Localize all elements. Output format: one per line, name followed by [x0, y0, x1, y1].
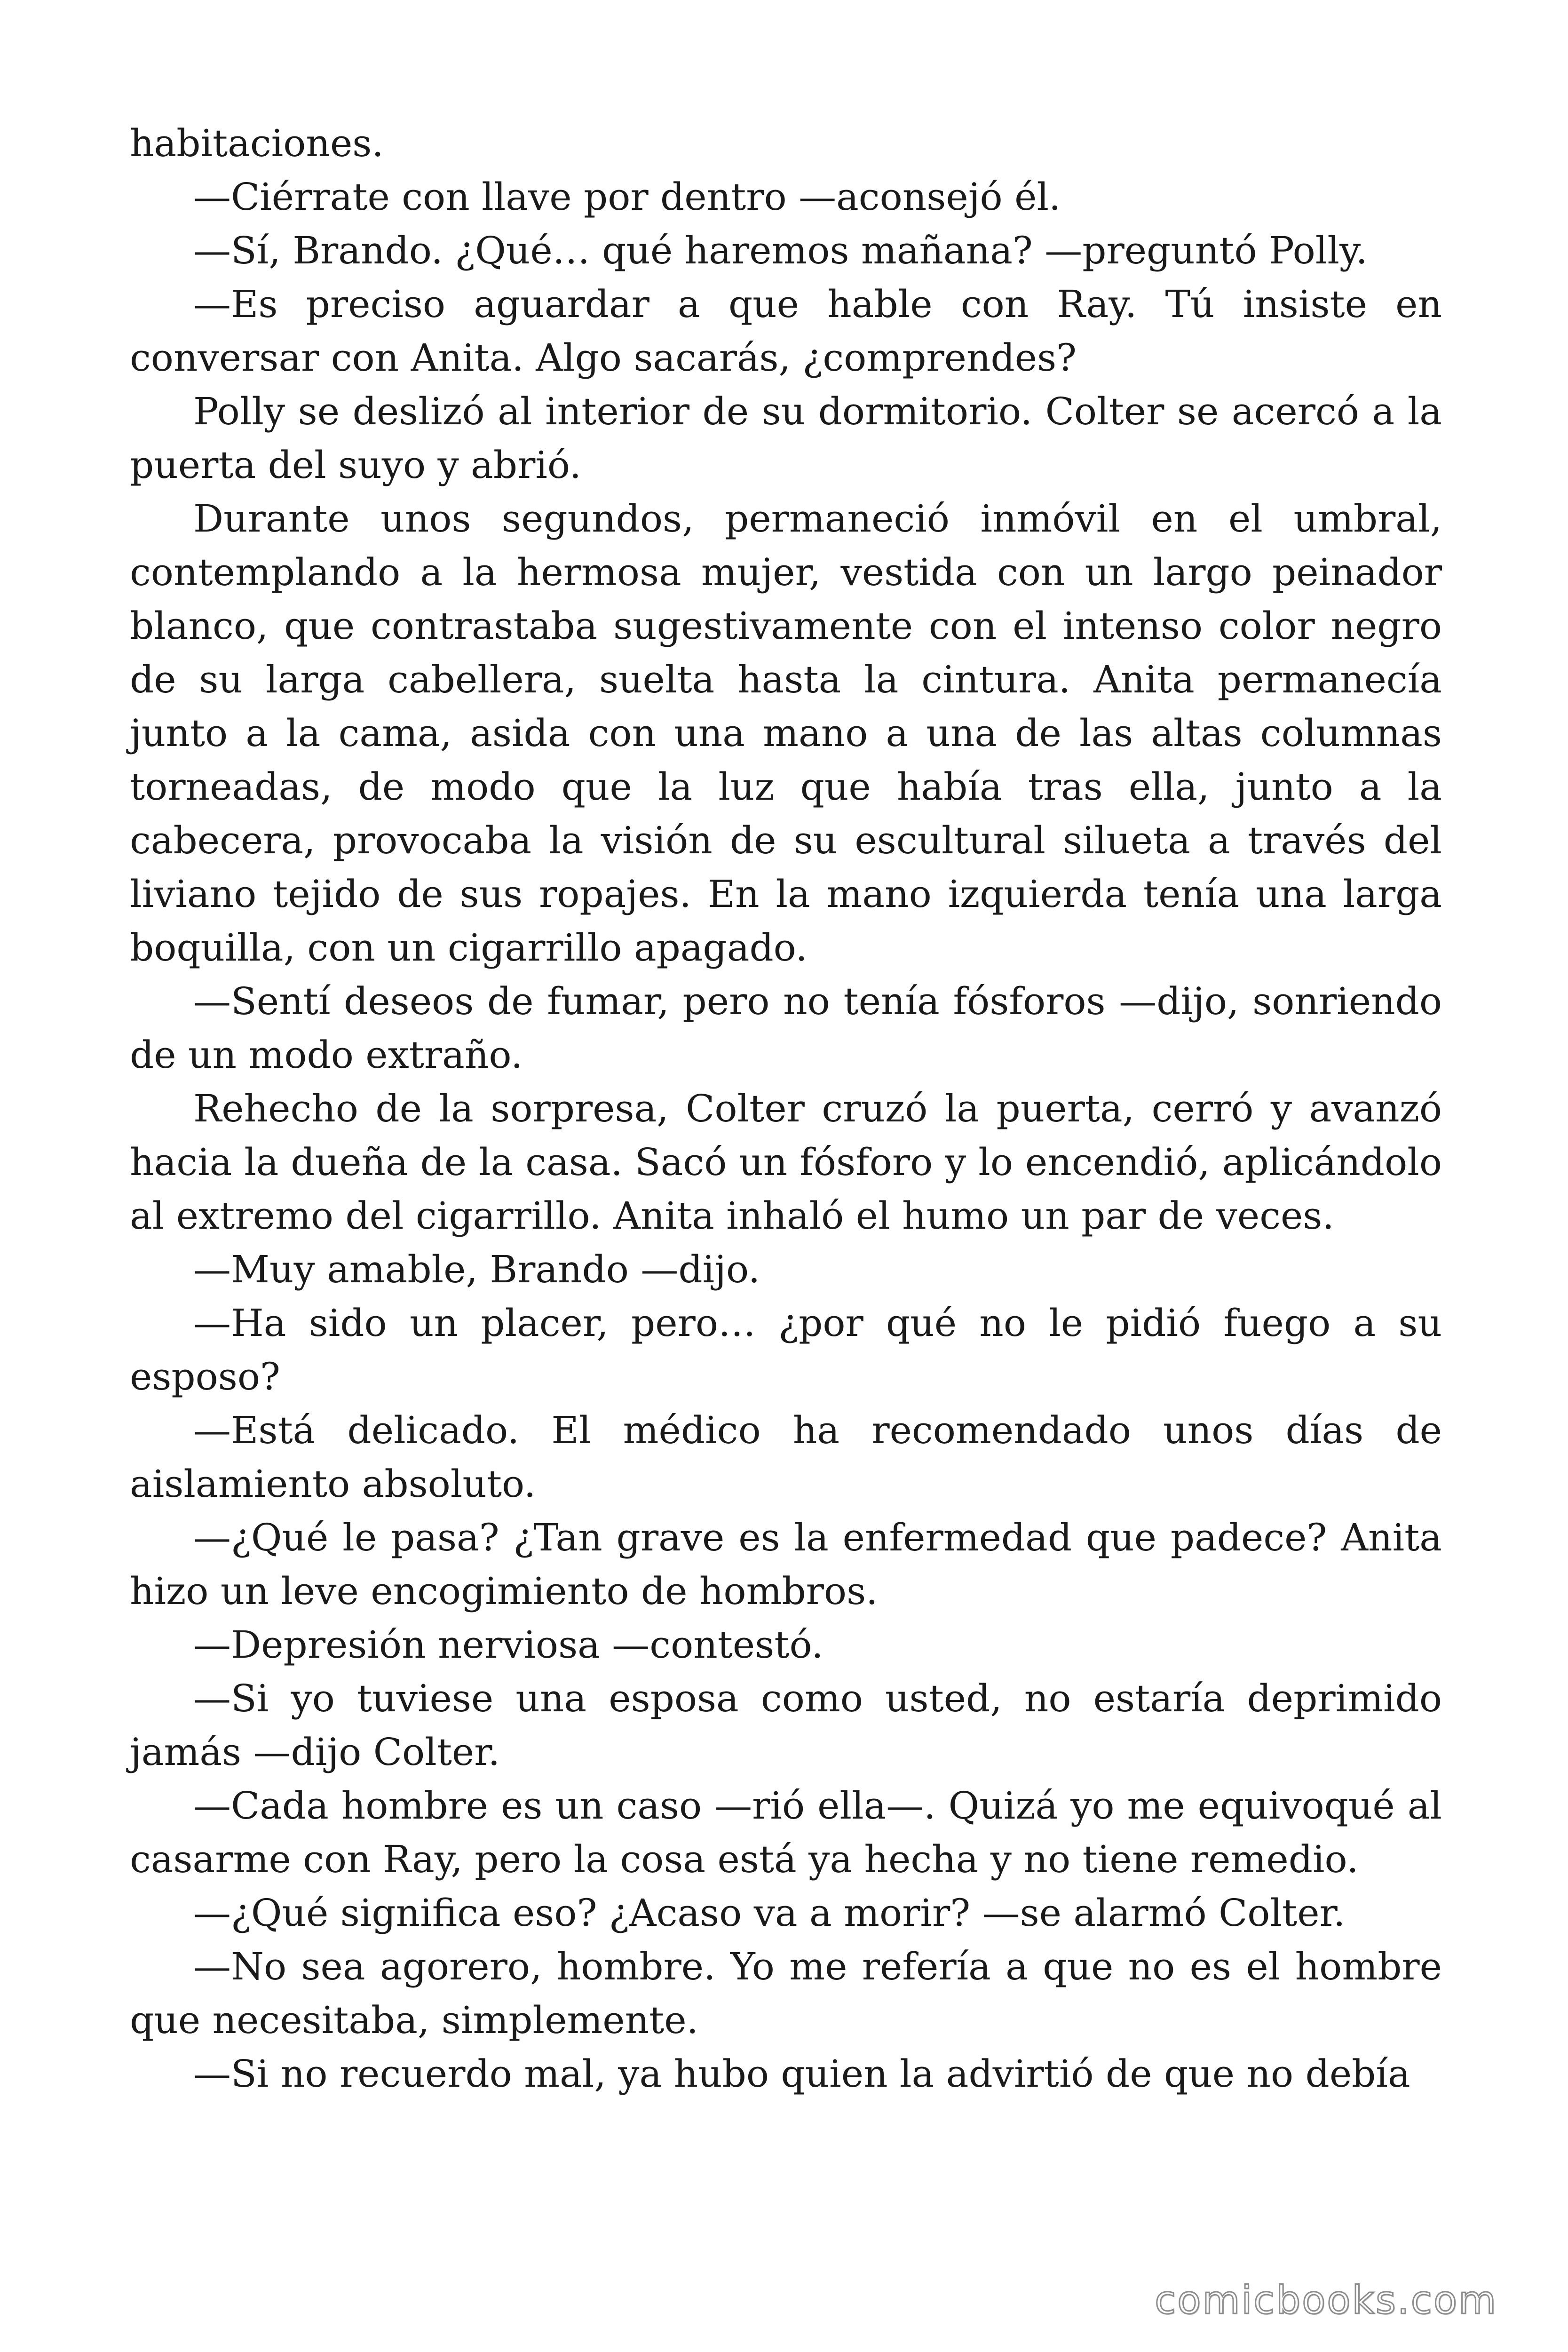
body-text — [130, 117, 1442, 2101]
paragraph: —Está delicado. El médico ha recomendado unos días de aislamiento absoluto. — [130, 1408, 1442, 1506]
paragraph: —Depresión nerviosa —contestó. — [193, 1623, 824, 1667]
paragraph: —Es preciso aguardar a que hable con Ray. Tú insiste en conversar con Anita. Algo sacarás, ¿comprendes? — [130, 282, 1442, 380]
paragraph: —No sea agorero, hombre. Yo me refería a que no es el hombre que necesitaba, simplemente. — [130, 1945, 1442, 2042]
paragraph: habitaciones. — [130, 121, 384, 165]
paragraph: —Ha sido un placer, pero… ¿por qué no le pidió fuego a su esposo? — [130, 1301, 1442, 1398]
paragraph: —Sí, Brando. ¿Qué… qué haremos mañana? —preguntó Polly. — [193, 229, 1368, 272]
paragraph: Rehecho de la sorpresa, Colter cruzó la puerta, cerró y avanzó hacia la dueña de la casa. Sacó un fósforo y lo encendió, aplicándolo al extremo del cigarrillo. Anita inhaló el humo un par de veces. — [130, 1087, 1442, 1238]
paragraph: —Sentí deseos de fumar, pero no tenía fósforos —dijo, sonriendo de un modo extraño. — [130, 979, 1442, 1077]
paragraph: —Si no recuerdo mal, ya hubo quien la advirtió de que no debía — [193, 2052, 1410, 2096]
watermark-text: comicbooks.com — [1155, 2278, 1497, 2323]
paragraph: —Muy amable, Brando —dijo. — [193, 1248, 760, 1291]
paragraph: —Si yo tuviese una esposa como usted, no estaría deprimido jamás —dijo Colter. — [130, 1677, 1442, 1774]
paragraph: —¿Qué le pasa? ¿Tan grave es la enfermedad que padece? Anita hizo un leve encogimiento de hombros. — [130, 1516, 1442, 1613]
paragraph: —Cada hombre es un caso —rió ella—. Quizá yo me equivoqué al casarme con Ray, pero la cosa está ya hecha y no tiene remedio. — [130, 1784, 1442, 1881]
paragraph: —¿Qué significa eso? ¿Acaso va a morir? —se alarmó Colter. — [193, 1891, 1346, 1935]
paragraph: —Ciérrate con llave por dentro —aconsejó él. — [193, 175, 1061, 219]
paragraph: Durante unos segundos, permaneció inmóvil en el umbral, contemplando a la hermosa mujer, vestida con un largo peinador blanco, que contrastaba sugestivamente con el intenso color negro de su larga cabellera, suelta hasta la cintura. Anita permanecía junto a la cama, asida con una mano a una de las altas columnas torneadas, de modo que la luz que había tras ella, junto a la cabecera, provocaba la visión de su escultural silueta a través del liviano tejido de sus ropajes. En la mano izquierda tenía una larga boquilla, con un cigarrillo apagado. — [130, 497, 1442, 969]
paragraph: Polly se deslizó al interior de su dormitorio. Colter se acercó a la puerta del suyo y abrió. — [130, 389, 1442, 487]
